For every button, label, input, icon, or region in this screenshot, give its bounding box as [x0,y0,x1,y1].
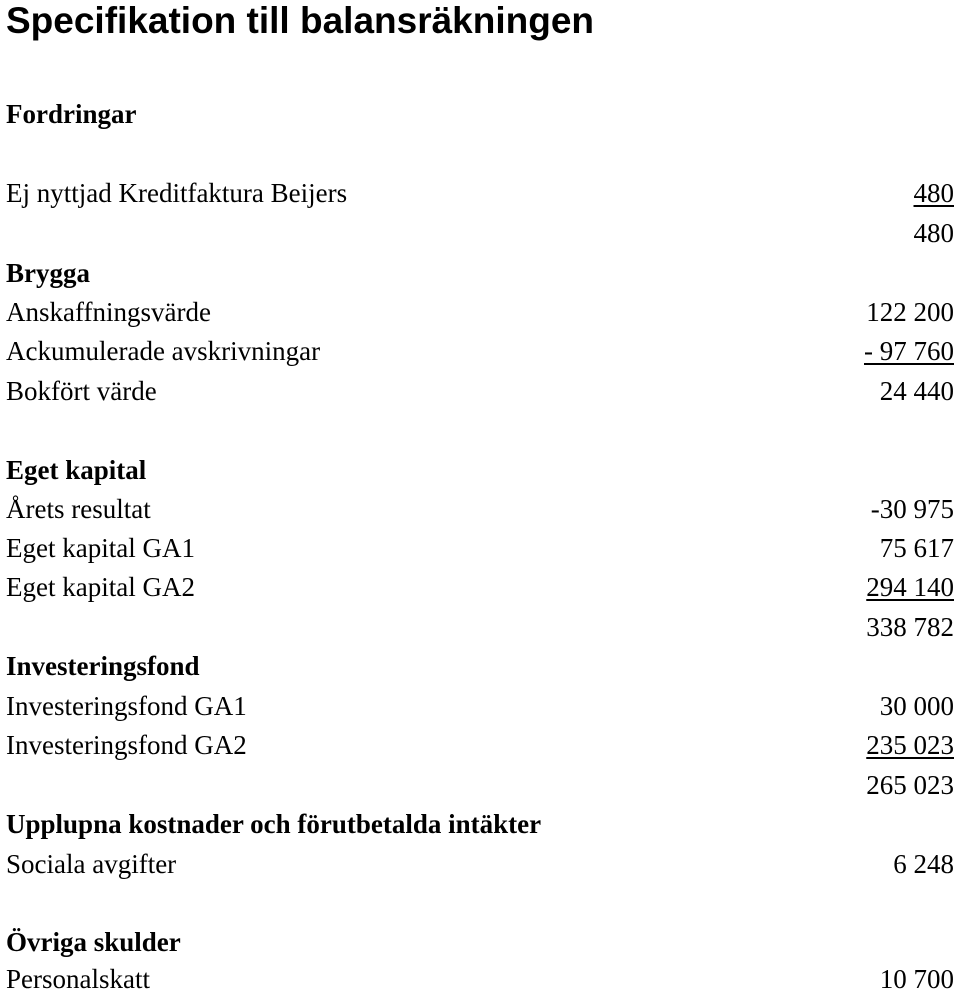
line-item-amount: 10 700 [879,964,954,994]
line-item-arets-resultat [6,492,954,526]
line-item-sociala-avgifter [6,847,954,881]
line-item-anskaffningsvarde [6,295,954,329]
line-item-label: Anskaffningsvärde [6,297,211,327]
page-title: Specifikation till balansräkningen [6,0,595,41]
line-item-amount: -30 975 [870,494,954,524]
line-item-label: Eget kapital GA2 [6,572,195,602]
subtotal-amount: 338 782 [866,612,954,642]
section-heading-investeringsfond [6,649,954,683]
section-heading-fordringar [6,97,954,131]
line-item-avskrivningar [6,334,954,368]
line-item-amount: 24 440 [879,376,954,406]
line-item-label: Ej nyttjad Kreditfaktura Beijers [6,178,348,208]
line-item-amount: 75 617 [879,533,954,563]
line-item-amount: 294 140 [866,572,954,602]
line-item-personalskatt [6,962,954,996]
section-heading-label: Övriga skulder [6,927,181,957]
line-item-label: Ackumulerade avskrivningar [6,336,321,366]
line-item-amount: 6 248 [893,849,954,879]
subtotal-investeringsfond [6,768,954,802]
line-item-label: Personalskatt [6,964,150,994]
subtotal-eget-kapital [6,610,954,644]
line-item-eget-kapital-ga2 [6,570,954,604]
section-heading-brygga [6,256,954,290]
line-item-amount: 122 200 [866,297,954,327]
section-heading-label: Brygga [6,258,90,288]
section-heading-upplupna-kostnader [6,807,954,841]
line-item-amount: 235 023 [866,730,954,760]
line-item-label: Årets resultat [6,494,151,524]
subtotal-amount: 480 [913,218,954,248]
line-item-label: Bokfört värde [6,376,157,406]
subtotal-amount: 265 023 [866,770,954,800]
line-item-eget-kapital-ga1 [6,531,954,565]
section-heading-label: Eget kapital [6,455,147,485]
line-item-investeringsfond-ga2 [6,728,954,762]
line-item-amount: 30 000 [879,691,954,721]
line-item-label: Investeringsfond GA2 [6,730,247,760]
section-heading-eget-kapital [6,453,954,487]
section-heading-label: Fordringar [6,99,137,129]
line-item-label: Investeringsfond GA1 [6,691,247,721]
line-item-investeringsfond-ga1 [6,689,954,723]
line-item-bokfort-varde [6,374,954,408]
line-item-label: Eget kapital GA1 [6,533,195,563]
line-item-kreditfaktura [6,176,954,210]
line-item-amount: - 97 760 [864,336,954,366]
subtotal-fordringar [6,216,954,250]
line-item-amount: 480 [913,178,954,208]
section-heading-label: Investeringsfond [6,651,200,681]
line-item-label: Sociala avgifter [6,849,177,879]
section-heading-label: Upplupna kostnader och förutbetalda intäkter [6,809,542,839]
section-heading-ovriga-skulder [6,925,954,959]
